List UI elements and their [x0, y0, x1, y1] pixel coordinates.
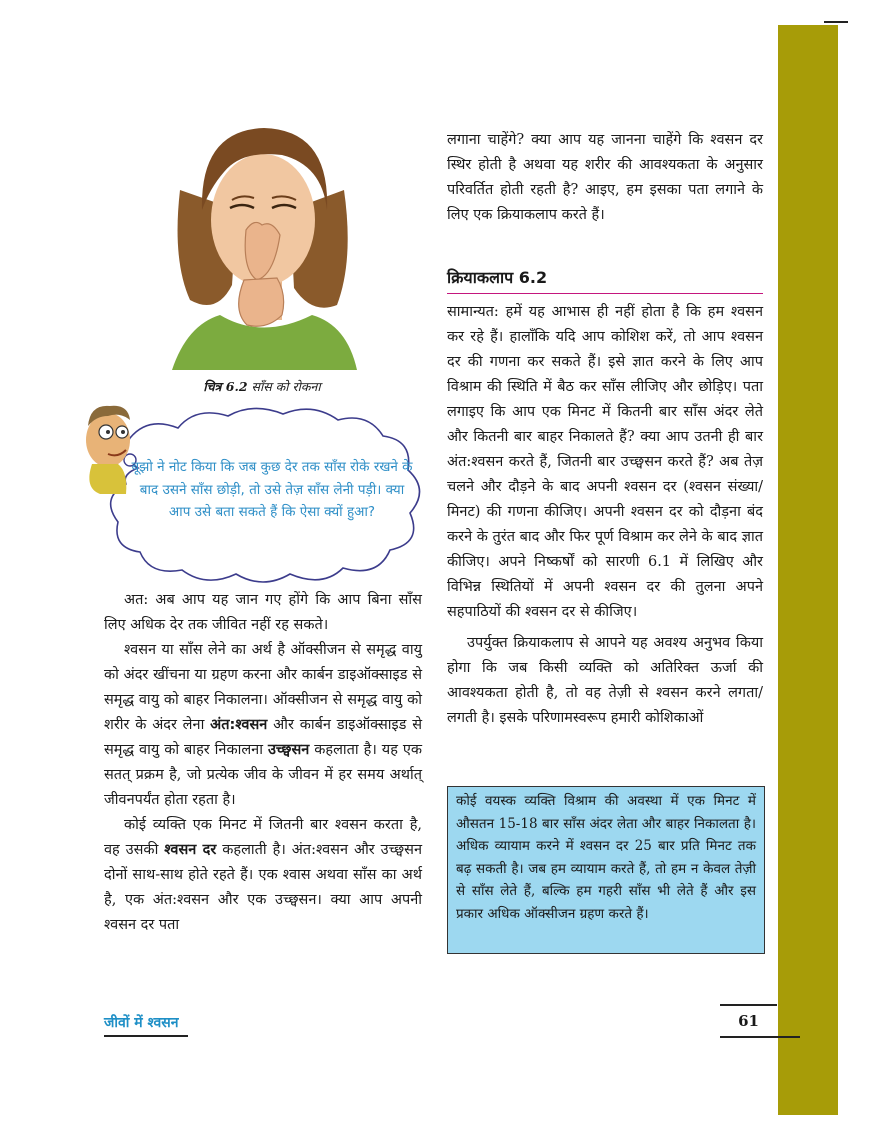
boojho-character	[86, 406, 130, 494]
followup-paragraph: उपर्युक्त क्रियाकलाप से आपने यह अवश्य अनुभव किया होगा कि जब किसी व्यक्ति को अतिरिक्त ऊर्जा की आवश्यकता होती है, तो वह तेज़ी से श्वसन करने लगता/लगती है। इसके परिणामस्वरूप हमारी कोशिकाओं	[447, 635, 763, 726]
left-paragraph-1: अत: अब आप यह जान गए होंगे कि आप बिना साँस लिए अधिक देर तक जीवित नहीं रह सकते।	[104, 592, 422, 633]
term-inhalation: अंत:श्वसन	[210, 717, 268, 733]
activity-heading: क्रियाकलाप 6.2	[447, 266, 763, 294]
p3-text-b: कहलाती है। अंत:श्वसन और उच्छ्वसन दोनों साथ-साथ होते रहते हैं। एक श्वास अथवा साँस का अर्थ है, एक अंत:श्वसन और एक उच्छ्वसन। क्या आप अपनी श्वसन दर पता	[104, 842, 422, 933]
p3-text-a: कोई व्यक्ति एक मिनट में जितनी बार श्वसन करता है, वह उसकी	[104, 817, 422, 858]
term-exhalation: उच्छ्वसन	[267, 742, 310, 758]
footer-rule-bottom	[720, 1036, 800, 1038]
right-column-top	[447, 128, 763, 228]
activity-text: सामान्यत: हमें यह आभास ही नहीं होता है कि हम श्वसन कर रहे हैं। हालाँकि यदि आप कोशिश करें, तो आप श्वसन दर की गणना कर सकते हैं। इसे ज्ञात करने के लिए आप विश्राम की स्थिति में बैठ कर साँस लीजिए और छोड़िए। पता लगाइए कि आप एक मिनट में कितनी बार साँस अंदर लेते और कितनी बार बाहर निकालते हैं? क्या आप उतनी ही बार अंत:श्वसन करते हैं, जितनी बार उच्छ्वसन करते हैं? अब तेज़ चलने और दौड़ने के बाद अपनी श्वसन दर (श्वसन संख्या/मिनट) की गणना कीजिए। अपनी श्वसन दर को दौड़ना बंद करने के तुरंत बाद और फिर पूर्ण विश्राम कर लेने के बाद ज्ञात कीजिए। अपने निष्कर्षों को सारणी 6.1 में लिखिए और विभिन्न स्थितियों में अपनी श्वसन दर की तुलना अपने सहपाठियों की श्वसन दर से कीजिए।	[447, 304, 763, 620]
p2-text-a: श्वसन या साँस लेने का अर्थ है ऑक्सीजन से समृद्ध वायु को अंदर खींचना या ग्रहण करना और कार्बन डाइऑक्साइड से समृद्ध वायु को बाहर निकालना। ऑक्सीजन से समृद्ध वायु को शरीर के अंदर लेना	[104, 642, 422, 733]
p2-text-c: कहलाता है। यह एक सतत् प्रक्रम है, जो प्रत्येक जीव के जीवन में हर समय अर्थात् जीवनपर्यंत होता रहता है।	[104, 742, 423, 808]
figure-label: चित्र 6.2	[203, 379, 248, 394]
footer-chapter-title: जीवों में श्वसन	[104, 1013, 188, 1037]
figure-girl-holding-breath	[162, 110, 362, 370]
page-number: 61	[738, 1012, 759, 1030]
thought-bubble-text: बूझो ने नोट किया कि जब कुछ देर तक साँस रोके रखने के बाद उसने साँस छोड़ी, तो उसे तेज़ साँस लेनी पड़ी। क्या आप उसे बता सकते हैं कि ऐसा क्यों हुआ?	[131, 459, 413, 520]
info-box: कोई वयस्क व्यक्ति विश्राम की अवस्था में एक मिनट में औसतन 15-18 बार साँस अंदर लेता और बाहर निकालता है। अधिक व्यायाम करने में श्वसन दर 25 बार प्रति मिनट तक बढ़ सकती है। जब हम व्यायाम करते हैं, तो हम न केवल तेज़ी से साँस लेते हैं, बल्कि हम गहरी साँस भी लेते हैं और इस प्रकार अधिक ऑक्सीजन ग्रहण करते हैं।	[447, 786, 765, 954]
left-column	[104, 588, 422, 938]
figure-caption	[162, 378, 362, 395]
right-column-body	[447, 300, 763, 731]
crop-mark	[824, 21, 848, 23]
figure-caption-text: साँस को रोकना	[251, 379, 321, 394]
side-color-band	[778, 25, 838, 1115]
footer-rule-top	[720, 1004, 777, 1006]
term-breathing-rate: श्वसन दर	[164, 842, 217, 858]
right-top-paragraph: लगाना चाहेंगे? क्या आप यह जानना चाहेंगे कि श्वसन दर स्थिर होती है अथवा यह शरीर की आवश्यकता के अनुसार परिवर्तित होती रहती है? आइए, हम इसका पता लगाने के लिए एक क्रियाकलाप करते हैं।	[447, 132, 763, 223]
p2-text-b: और कार्बन डाइऑक्साइड से समृद्ध वायु को बाहर निकालना	[104, 717, 423, 758]
left-paragraph-2	[104, 638, 422, 813]
left-paragraph-3	[104, 813, 422, 938]
girl-illustration	[162, 110, 362, 370]
